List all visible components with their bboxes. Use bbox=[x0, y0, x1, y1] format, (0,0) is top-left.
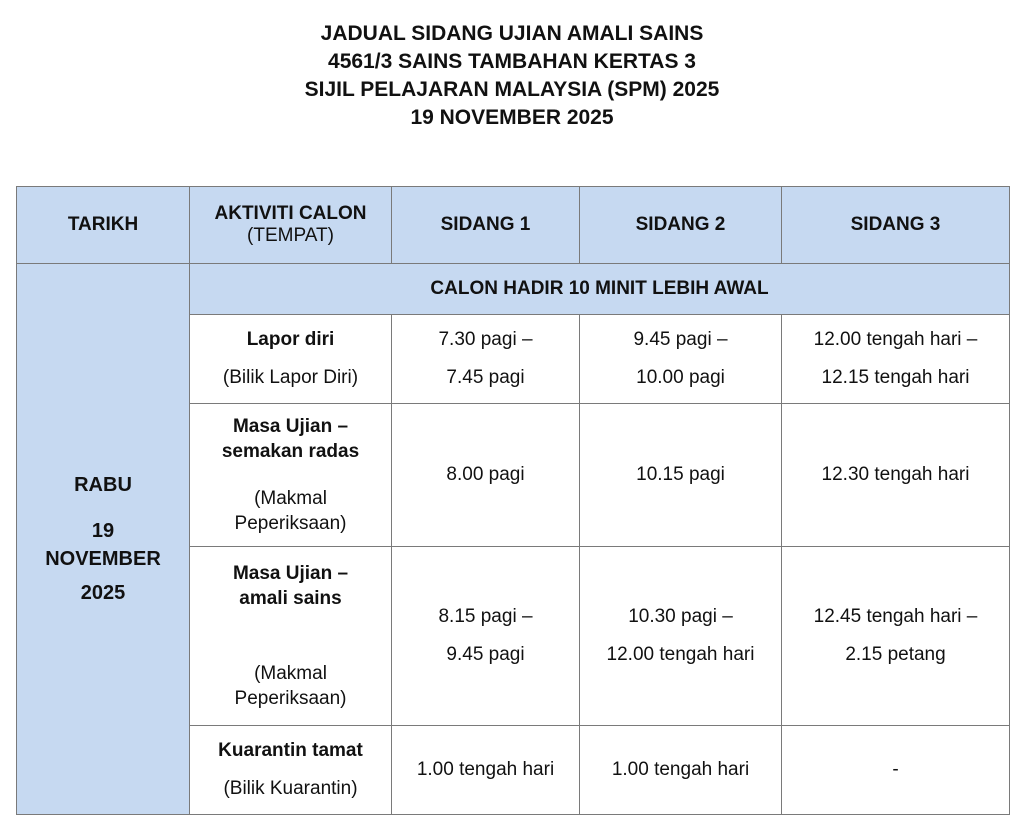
sidang-2-cell: 10.15 pagi bbox=[580, 404, 782, 547]
time-end: 12.15 tengah hari bbox=[821, 367, 970, 388]
banner-row bbox=[17, 264, 1010, 315]
activity-name-line-1: Masa Ujian – bbox=[232, 563, 349, 584]
activity-cell bbox=[190, 315, 392, 404]
sidang-2-cell bbox=[580, 547, 782, 726]
time-start: 9.45 pagi – bbox=[633, 329, 728, 350]
time-start: 10.30 pagi – bbox=[628, 606, 733, 627]
sidang-1-cell: 8.00 pagi bbox=[392, 404, 580, 547]
sidang-3-cell bbox=[782, 547, 1010, 726]
date-year: 2025 bbox=[80, 582, 126, 604]
activity-name: Lapor diri bbox=[246, 329, 335, 350]
sidang-1-cell bbox=[392, 315, 580, 404]
header-aktiviti-sub: (TEMPAT) bbox=[247, 225, 334, 246]
date-cell bbox=[17, 264, 190, 815]
document-title bbox=[0, 20, 1024, 132]
time-end: 7.45 pagi bbox=[446, 367, 525, 388]
time-start: 7.30 pagi – bbox=[438, 329, 533, 350]
date-month: NOVEMBER bbox=[45, 548, 161, 570]
time-end: 2.15 petang bbox=[845, 644, 946, 665]
activity-place: (Bilik Kuarantin) bbox=[223, 778, 358, 799]
header-row bbox=[17, 187, 1010, 264]
activity-cell bbox=[190, 547, 392, 726]
activity-name: Kuarantin tamat bbox=[218, 740, 363, 761]
date-day: RABU bbox=[74, 474, 132, 496]
time-end: 12.00 tengah hari bbox=[606, 644, 755, 665]
title-line-4: 19 NOVEMBER 2025 bbox=[410, 106, 614, 129]
time-start: 12.45 tengah hari – bbox=[813, 606, 978, 627]
sidang-3-cell bbox=[782, 315, 1010, 404]
sidang-1-cell bbox=[392, 547, 580, 726]
activity-place: (Bilik Lapor Diri) bbox=[222, 367, 359, 388]
time-start: 8.15 pagi – bbox=[438, 606, 533, 627]
activity-name-line-2: amali sains bbox=[239, 588, 342, 609]
sidang-3-cell: - bbox=[782, 726, 1010, 815]
activity-place-line-1: (Makmal bbox=[254, 663, 327, 684]
header-sidang-3: SIDANG 3 bbox=[782, 187, 1010, 264]
banner-text: CALON HADIR 10 MINIT LEBIH AWAL bbox=[190, 264, 1010, 315]
activity-place-line-1: (Makmal bbox=[254, 488, 327, 509]
sidang-1-cell: 1.00 tengah hari bbox=[392, 726, 580, 815]
sidang-2-cell: 1.00 tengah hari bbox=[580, 726, 782, 815]
header-sidang-2: SIDANG 2 bbox=[580, 187, 782, 264]
time-end: 10.00 pagi bbox=[636, 367, 725, 388]
activity-cell bbox=[190, 404, 392, 547]
activity-name-line-2: semakan radas bbox=[221, 441, 360, 462]
activity-place-line-2: Peperiksaan) bbox=[234, 688, 347, 709]
header-aktiviti-label: AKTIVITI CALON bbox=[214, 203, 367, 224]
sidang-2-cell bbox=[580, 315, 782, 404]
schedule-table bbox=[16, 186, 1010, 815]
title-line-2: 4561/3 SAINS TAMBAHAN KERTAS 3 bbox=[328, 50, 696, 73]
time-end: 9.45 pagi bbox=[446, 644, 525, 665]
activity-name-line-1: Masa Ujian – bbox=[232, 416, 349, 437]
title-line-3: SIJIL PELAJARAN MALAYSIA (SPM) 2025 bbox=[304, 78, 720, 101]
activity-place-line-2: Peperiksaan) bbox=[234, 513, 347, 534]
activity-cell bbox=[190, 726, 392, 815]
header-tarikh: TARIKH bbox=[17, 187, 190, 264]
header-sidang-1: SIDANG 1 bbox=[392, 187, 580, 264]
sidang-3-cell: 12.30 tengah hari bbox=[782, 404, 1010, 547]
title-line-1: JADUAL SIDANG UJIAN AMALI SAINS bbox=[320, 22, 704, 45]
date-num: 19 bbox=[91, 520, 115, 542]
header-aktiviti bbox=[190, 187, 392, 264]
time-start: 12.00 tengah hari – bbox=[813, 329, 978, 350]
